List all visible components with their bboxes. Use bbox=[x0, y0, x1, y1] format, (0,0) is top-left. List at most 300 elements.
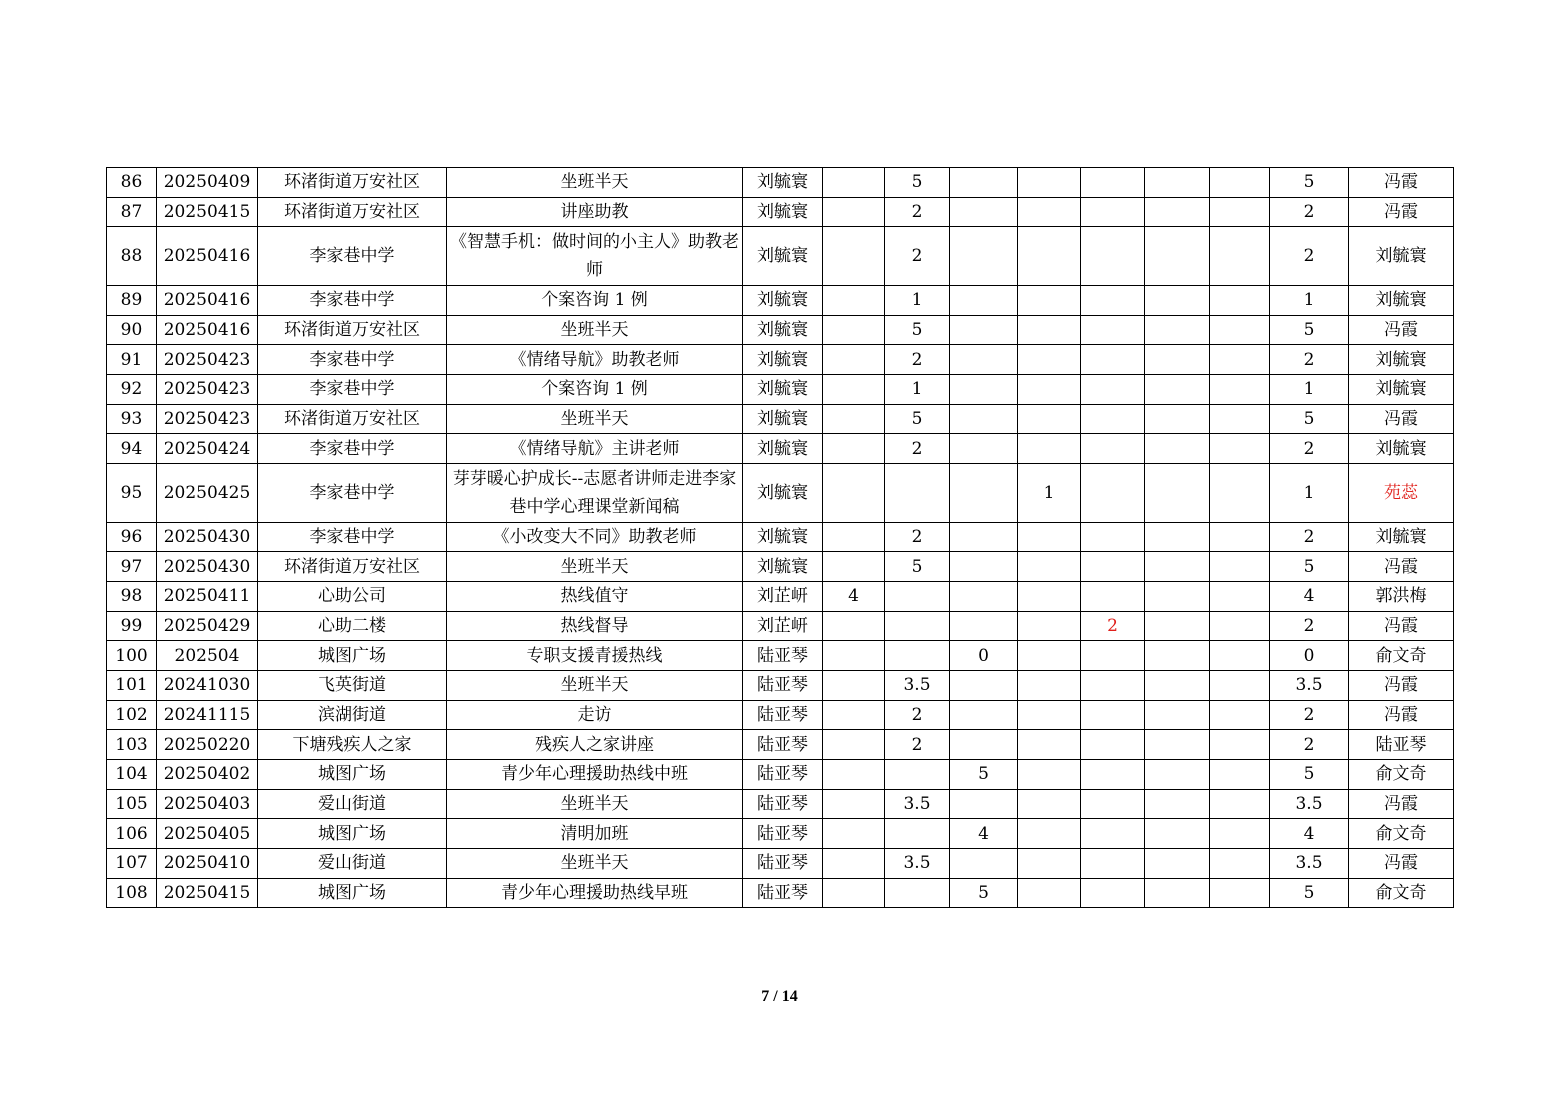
hours-col3-cell: 5 bbox=[950, 760, 1018, 790]
hours-col4-cell bbox=[1018, 227, 1081, 286]
hours-col5-cell bbox=[1081, 700, 1145, 730]
reviewer-cell: 俞文奇 bbox=[1349, 641, 1454, 671]
date-cell: 20250415 bbox=[157, 197, 258, 227]
table-row bbox=[107, 552, 1454, 582]
hours-col7-cell bbox=[1210, 849, 1270, 879]
hours-col1-cell bbox=[823, 878, 885, 908]
date-cell: 20250416 bbox=[157, 227, 258, 286]
hours-col6-cell bbox=[1145, 849, 1210, 879]
hours-col4-cell bbox=[1018, 760, 1081, 790]
hours-col6-cell bbox=[1145, 227, 1210, 286]
hours-col7-cell bbox=[1210, 197, 1270, 227]
activity-cell: 个案咨询 1 例 bbox=[447, 285, 743, 315]
table-row bbox=[107, 168, 1454, 198]
hours-col6-cell bbox=[1145, 315, 1210, 345]
row-number-cell: 94 bbox=[107, 434, 157, 464]
hours-col2-cell bbox=[885, 464, 950, 523]
table-row bbox=[107, 760, 1454, 790]
activity-cell: 热线值守 bbox=[447, 581, 743, 611]
hours-col5-cell bbox=[1081, 670, 1145, 700]
hours-col4-cell bbox=[1018, 285, 1081, 315]
table-row bbox=[107, 522, 1454, 552]
table-row bbox=[107, 730, 1454, 760]
row-number-cell: 93 bbox=[107, 404, 157, 434]
date-cell: 20250416 bbox=[157, 285, 258, 315]
row-number-cell: 106 bbox=[107, 819, 157, 849]
row-number-cell: 101 bbox=[107, 670, 157, 700]
activity-cell: 《情绪导航》助教老师 bbox=[447, 345, 743, 375]
volunteer-cell: 刘毓寰 bbox=[743, 404, 823, 434]
date-cell: 20250430 bbox=[157, 552, 258, 582]
date-cell: 20250423 bbox=[157, 404, 258, 434]
reviewer-cell: 冯霞 bbox=[1349, 700, 1454, 730]
date-cell: 20250416 bbox=[157, 315, 258, 345]
row-number-cell: 87 bbox=[107, 197, 157, 227]
location-cell: 李家巷中学 bbox=[258, 464, 447, 523]
date-cell: 20250415 bbox=[157, 878, 258, 908]
table-row bbox=[107, 819, 1454, 849]
hours-col7-cell bbox=[1210, 434, 1270, 464]
hours-col5-cell bbox=[1081, 789, 1145, 819]
hours-col2-cell: 5 bbox=[885, 404, 950, 434]
hours-col1-cell bbox=[823, 641, 885, 671]
hours-col1-cell bbox=[823, 730, 885, 760]
hours-col6-cell bbox=[1145, 434, 1210, 464]
activity-cell: 清明加班 bbox=[447, 819, 743, 849]
hours-col1-cell bbox=[823, 849, 885, 879]
hours-col6-cell bbox=[1145, 819, 1210, 849]
hours-col3-cell bbox=[950, 285, 1018, 315]
hours-col5-cell bbox=[1081, 581, 1145, 611]
location-cell: 城图广场 bbox=[258, 760, 447, 790]
activity-cell: 青少年心理援助热线早班 bbox=[447, 878, 743, 908]
table-row bbox=[107, 197, 1454, 227]
hours-col1-cell bbox=[823, 227, 885, 286]
hours-col3-cell bbox=[950, 315, 1018, 345]
date-cell: 20250402 bbox=[157, 760, 258, 790]
date-cell: 20250409 bbox=[157, 168, 258, 198]
row-number-cell: 104 bbox=[107, 760, 157, 790]
hours-col5-cell bbox=[1081, 197, 1145, 227]
reviewer-cell: 冯霞 bbox=[1349, 197, 1454, 227]
activity-cell: 坐班半天 bbox=[447, 789, 743, 819]
volunteer-cell: 刘毓寰 bbox=[743, 464, 823, 523]
hours-col1-cell bbox=[823, 168, 885, 198]
location-cell: 爱山街道 bbox=[258, 789, 447, 819]
activity-cell: 专职支援青援热线 bbox=[447, 641, 743, 671]
hours-col1-cell: 4 bbox=[823, 581, 885, 611]
hours-col3-cell bbox=[950, 345, 1018, 375]
row-number-cell: 91 bbox=[107, 345, 157, 375]
location-cell: 心助二楼 bbox=[258, 611, 447, 641]
hours-col7-cell bbox=[1210, 819, 1270, 849]
volunteer-cell: 刘芷岍 bbox=[743, 611, 823, 641]
volunteer-cell: 陆亚琴 bbox=[743, 878, 823, 908]
hours-col2-cell: 1 bbox=[885, 374, 950, 404]
reviewer-cell: 刘毓寰 bbox=[1349, 345, 1454, 375]
records-table bbox=[106, 167, 1454, 908]
hours-col6-cell bbox=[1145, 670, 1210, 700]
hours-col2-cell: 2 bbox=[885, 522, 950, 552]
location-cell: 下塘残疾人之家 bbox=[258, 730, 447, 760]
hours-col6-cell bbox=[1145, 345, 1210, 375]
hours-col4-cell bbox=[1018, 315, 1081, 345]
hours-col7-cell bbox=[1210, 464, 1270, 523]
location-cell: 李家巷中学 bbox=[258, 227, 447, 286]
hours-col6-cell bbox=[1145, 464, 1210, 523]
hours-col4-cell bbox=[1018, 641, 1081, 671]
hours-col1-cell bbox=[823, 760, 885, 790]
volunteer-cell: 刘毓寰 bbox=[743, 197, 823, 227]
volunteer-cell: 陆亚琴 bbox=[743, 641, 823, 671]
hours-col2-cell: 5 bbox=[885, 168, 950, 198]
reviewer-cell: 冯霞 bbox=[1349, 789, 1454, 819]
reviewer-cell: 俞文奇 bbox=[1349, 819, 1454, 849]
volunteer-cell: 刘毓寰 bbox=[743, 168, 823, 198]
reviewer-cell: 刘毓寰 bbox=[1349, 227, 1454, 286]
row-number-cell: 102 bbox=[107, 700, 157, 730]
hours-col6-cell bbox=[1145, 552, 1210, 582]
reviewer-cell: 刘毓寰 bbox=[1349, 374, 1454, 404]
volunteer-cell: 刘毓寰 bbox=[743, 374, 823, 404]
total-hours-cell: 2 bbox=[1270, 197, 1349, 227]
table-row bbox=[107, 878, 1454, 908]
total-hours-cell: 2 bbox=[1270, 730, 1349, 760]
table-row bbox=[107, 581, 1454, 611]
hours-col3-cell bbox=[950, 789, 1018, 819]
volunteer-cell: 陆亚琴 bbox=[743, 819, 823, 849]
hours-col7-cell bbox=[1210, 700, 1270, 730]
total-hours-cell: 3.5 bbox=[1270, 670, 1349, 700]
table-row bbox=[107, 789, 1454, 819]
hours-col3-cell bbox=[950, 849, 1018, 879]
hours-col2-cell bbox=[885, 878, 950, 908]
activity-cell: 讲座助教 bbox=[447, 197, 743, 227]
row-number-cell: 108 bbox=[107, 878, 157, 908]
volunteer-cell: 刘毓寰 bbox=[743, 315, 823, 345]
hours-col4-cell bbox=[1018, 522, 1081, 552]
reviewer-cell: 俞文奇 bbox=[1349, 878, 1454, 908]
total-hours-cell: 4 bbox=[1270, 819, 1349, 849]
location-cell: 环渚街道万安社区 bbox=[258, 315, 447, 345]
hours-col6-cell bbox=[1145, 760, 1210, 790]
hours-col2-cell: 3.5 bbox=[885, 670, 950, 700]
hours-col7-cell bbox=[1210, 641, 1270, 671]
hours-col2-cell: 3.5 bbox=[885, 849, 950, 879]
hours-col1-cell bbox=[823, 522, 885, 552]
date-cell: 20250403 bbox=[157, 789, 258, 819]
hours-col5-cell bbox=[1081, 374, 1145, 404]
location-cell: 环渚街道万安社区 bbox=[258, 552, 447, 582]
total-hours-cell: 5 bbox=[1270, 878, 1349, 908]
location-cell: 环渚街道万安社区 bbox=[258, 197, 447, 227]
reviewer-cell: 陆亚琴 bbox=[1349, 730, 1454, 760]
hours-col3-cell: 0 bbox=[950, 641, 1018, 671]
volunteer-cell: 陆亚琴 bbox=[743, 700, 823, 730]
date-cell: 20250423 bbox=[157, 345, 258, 375]
hours-col7-cell bbox=[1210, 522, 1270, 552]
row-number-cell: 107 bbox=[107, 849, 157, 879]
hours-col4-cell bbox=[1018, 878, 1081, 908]
table-row bbox=[107, 849, 1454, 879]
hours-col3-cell bbox=[950, 730, 1018, 760]
hours-col7-cell bbox=[1210, 670, 1270, 700]
reviewer-cell: 冯霞 bbox=[1349, 552, 1454, 582]
hours-col3-cell bbox=[950, 700, 1018, 730]
activity-cell: 坐班半天 bbox=[447, 670, 743, 700]
hours-col5-cell bbox=[1081, 434, 1145, 464]
hours-col1-cell bbox=[823, 552, 885, 582]
activity-cell: 走访 bbox=[447, 700, 743, 730]
hours-col5-cell bbox=[1081, 819, 1145, 849]
hours-col5-cell bbox=[1081, 552, 1145, 582]
hours-col3-cell bbox=[950, 227, 1018, 286]
hours-col3-cell bbox=[950, 581, 1018, 611]
hours-col5-cell bbox=[1081, 464, 1145, 523]
total-hours-cell: 2 bbox=[1270, 434, 1349, 464]
hours-col7-cell bbox=[1210, 878, 1270, 908]
hours-col5-cell bbox=[1081, 849, 1145, 879]
hours-col5-cell bbox=[1081, 878, 1145, 908]
row-number-cell: 105 bbox=[107, 789, 157, 819]
location-cell: 城图广场 bbox=[258, 878, 447, 908]
total-hours-cell: 5 bbox=[1270, 315, 1349, 345]
hours-col4-cell bbox=[1018, 168, 1081, 198]
hours-col7-cell bbox=[1210, 611, 1270, 641]
hours-col4-cell bbox=[1018, 197, 1081, 227]
hours-col7-cell bbox=[1210, 581, 1270, 611]
hours-col1-cell bbox=[823, 285, 885, 315]
hours-col4-cell bbox=[1018, 700, 1081, 730]
hours-col5-cell bbox=[1081, 227, 1145, 286]
row-number-cell: 89 bbox=[107, 285, 157, 315]
date-cell: 20250410 bbox=[157, 849, 258, 879]
total-hours-cell: 2 bbox=[1270, 227, 1349, 286]
hours-col3-cell bbox=[950, 404, 1018, 434]
activity-cell: 残疾人之家讲座 bbox=[447, 730, 743, 760]
hours-col4-cell bbox=[1018, 849, 1081, 879]
hours-col4-cell bbox=[1018, 434, 1081, 464]
table-row bbox=[107, 345, 1454, 375]
hours-col1-cell bbox=[823, 789, 885, 819]
total-hours-cell: 2 bbox=[1270, 611, 1349, 641]
location-cell: 城图广场 bbox=[258, 641, 447, 671]
hours-col4-cell bbox=[1018, 730, 1081, 760]
reviewer-cell: 刘毓寰 bbox=[1349, 434, 1454, 464]
row-number-cell: 92 bbox=[107, 374, 157, 404]
volunteer-cell: 陆亚琴 bbox=[743, 760, 823, 790]
date-cell: 20250430 bbox=[157, 522, 258, 552]
hours-col5-cell bbox=[1081, 641, 1145, 671]
table-row bbox=[107, 611, 1454, 641]
activity-cell: 个案咨询 1 例 bbox=[447, 374, 743, 404]
hours-col3-cell: 4 bbox=[950, 819, 1018, 849]
hours-col3-cell bbox=[950, 168, 1018, 198]
volunteer-cell: 刘毓寰 bbox=[743, 434, 823, 464]
volunteer-cell: 刘毓寰 bbox=[743, 552, 823, 582]
hours-col4-cell bbox=[1018, 581, 1081, 611]
hours-col3-cell bbox=[950, 464, 1018, 523]
location-cell: 李家巷中学 bbox=[258, 345, 447, 375]
total-hours-cell: 5 bbox=[1270, 404, 1349, 434]
volunteer-cell: 陆亚琴 bbox=[743, 789, 823, 819]
volunteer-cell: 刘毓寰 bbox=[743, 345, 823, 375]
date-cell: 20250423 bbox=[157, 374, 258, 404]
activity-cell: 坐班半天 bbox=[447, 552, 743, 582]
table-row bbox=[107, 434, 1454, 464]
location-cell: 李家巷中学 bbox=[258, 285, 447, 315]
total-hours-cell: 2 bbox=[1270, 345, 1349, 375]
hours-col4-cell bbox=[1018, 670, 1081, 700]
date-cell: 20250424 bbox=[157, 434, 258, 464]
hours-col6-cell bbox=[1145, 789, 1210, 819]
hours-col1-cell bbox=[823, 345, 885, 375]
hours-col2-cell: 3.5 bbox=[885, 789, 950, 819]
total-hours-cell: 5 bbox=[1270, 760, 1349, 790]
hours-col6-cell bbox=[1145, 581, 1210, 611]
table-row bbox=[107, 670, 1454, 700]
date-cell: 20250220 bbox=[157, 730, 258, 760]
reviewer-cell: 郭洪梅 bbox=[1349, 581, 1454, 611]
total-hours-cell: 5 bbox=[1270, 552, 1349, 582]
hours-col1-cell bbox=[823, 434, 885, 464]
volunteer-cell: 刘毓寰 bbox=[743, 227, 823, 286]
hours-col5-cell bbox=[1081, 404, 1145, 434]
reviewer-cell: 冯霞 bbox=[1349, 168, 1454, 198]
volunteer-cell: 刘毓寰 bbox=[743, 285, 823, 315]
volunteer-cell: 陆亚琴 bbox=[743, 670, 823, 700]
row-number-cell: 100 bbox=[107, 641, 157, 671]
total-hours-cell: 3.5 bbox=[1270, 789, 1349, 819]
date-cell: 20241115 bbox=[157, 700, 258, 730]
volunteer-cell: 陆亚琴 bbox=[743, 730, 823, 760]
hours-col5-cell bbox=[1081, 345, 1145, 375]
total-hours-cell: 2 bbox=[1270, 522, 1349, 552]
hours-col2-cell bbox=[885, 611, 950, 641]
hours-col3-cell bbox=[950, 434, 1018, 464]
date-cell: 20250425 bbox=[157, 464, 258, 523]
table-row bbox=[107, 285, 1454, 315]
location-cell: 城图广场 bbox=[258, 819, 447, 849]
hours-col5-cell bbox=[1081, 168, 1145, 198]
volunteer-cell: 刘芷岍 bbox=[743, 581, 823, 611]
hours-col2-cell: 2 bbox=[885, 345, 950, 375]
hours-col3-cell bbox=[950, 197, 1018, 227]
hours-col2-cell: 1 bbox=[885, 285, 950, 315]
volunteer-cell: 陆亚琴 bbox=[743, 849, 823, 879]
row-number-cell: 86 bbox=[107, 168, 157, 198]
reviewer-cell: 冯霞 bbox=[1349, 849, 1454, 879]
activity-cell: 坐班半天 bbox=[447, 404, 743, 434]
hours-col2-cell: 5 bbox=[885, 552, 950, 582]
hours-col2-cell: 2 bbox=[885, 434, 950, 464]
hours-col6-cell bbox=[1145, 700, 1210, 730]
total-hours-cell: 1 bbox=[1270, 464, 1349, 523]
hours-col6-cell bbox=[1145, 611, 1210, 641]
hours-col1-cell bbox=[823, 819, 885, 849]
table-row bbox=[107, 404, 1454, 434]
hours-col4-cell bbox=[1018, 374, 1081, 404]
row-number-cell: 88 bbox=[107, 227, 157, 286]
table-row bbox=[107, 700, 1454, 730]
hours-col2-cell: 2 bbox=[885, 197, 950, 227]
hours-col2-cell bbox=[885, 819, 950, 849]
hours-col7-cell bbox=[1210, 552, 1270, 582]
hours-col6-cell bbox=[1145, 730, 1210, 760]
activity-cell: 坐班半天 bbox=[447, 315, 743, 345]
hours-col1-cell bbox=[823, 670, 885, 700]
location-cell: 环渚街道万安社区 bbox=[258, 404, 447, 434]
hours-col7-cell bbox=[1210, 315, 1270, 345]
activity-cell: 青少年心理援助热线中班 bbox=[447, 760, 743, 790]
activity-cell: 热线督导 bbox=[447, 611, 743, 641]
hours-col7-cell bbox=[1210, 168, 1270, 198]
hours-col3-cell: 5 bbox=[950, 878, 1018, 908]
hours-col2-cell bbox=[885, 641, 950, 671]
row-number-cell: 90 bbox=[107, 315, 157, 345]
hours-col1-cell bbox=[823, 611, 885, 641]
hours-col2-cell bbox=[885, 581, 950, 611]
hours-col6-cell bbox=[1145, 878, 1210, 908]
page-number: 7 / 14 bbox=[761, 988, 798, 1005]
reviewer-cell: 刘毓寰 bbox=[1349, 285, 1454, 315]
hours-col1-cell bbox=[823, 374, 885, 404]
location-cell: 李家巷中学 bbox=[258, 434, 447, 464]
hours-col5-cell bbox=[1081, 522, 1145, 552]
date-cell: 20250429 bbox=[157, 611, 258, 641]
hours-col2-cell: 2 bbox=[885, 227, 950, 286]
hours-col6-cell bbox=[1145, 374, 1210, 404]
hours-col3-cell bbox=[950, 374, 1018, 404]
table-row bbox=[107, 464, 1454, 523]
hours-col7-cell bbox=[1210, 227, 1270, 286]
reviewer-cell: 冯霞 bbox=[1349, 404, 1454, 434]
reviewer-cell: 苑蕊 bbox=[1349, 464, 1454, 523]
hours-col3-cell bbox=[950, 670, 1018, 700]
table-row bbox=[107, 315, 1454, 345]
hours-col7-cell bbox=[1210, 760, 1270, 790]
total-hours-cell: 1 bbox=[1270, 374, 1349, 404]
row-number-cell: 99 bbox=[107, 611, 157, 641]
row-number-cell: 95 bbox=[107, 464, 157, 523]
hours-col3-cell bbox=[950, 522, 1018, 552]
location-cell: 心助公司 bbox=[258, 581, 447, 611]
hours-col4-cell bbox=[1018, 345, 1081, 375]
hours-col5-cell: 2 bbox=[1081, 611, 1145, 641]
table-row bbox=[107, 641, 1454, 671]
table-row bbox=[107, 227, 1454, 286]
hours-col6-cell bbox=[1145, 197, 1210, 227]
activity-cell: 坐班半天 bbox=[447, 168, 743, 198]
hours-col4-cell bbox=[1018, 611, 1081, 641]
hours-col7-cell bbox=[1210, 730, 1270, 760]
total-hours-cell: 5 bbox=[1270, 168, 1349, 198]
hours-col6-cell bbox=[1145, 641, 1210, 671]
hours-col3-cell bbox=[950, 552, 1018, 582]
total-hours-cell: 0 bbox=[1270, 641, 1349, 671]
reviewer-cell: 冯霞 bbox=[1349, 611, 1454, 641]
hours-col5-cell bbox=[1081, 760, 1145, 790]
hours-col4-cell bbox=[1018, 789, 1081, 819]
hours-col2-cell: 2 bbox=[885, 730, 950, 760]
hours-col6-cell bbox=[1145, 168, 1210, 198]
row-number-cell: 96 bbox=[107, 522, 157, 552]
location-cell: 飞英街道 bbox=[258, 670, 447, 700]
hours-col6-cell bbox=[1145, 285, 1210, 315]
reviewer-cell: 冯霞 bbox=[1349, 670, 1454, 700]
row-number-cell: 97 bbox=[107, 552, 157, 582]
hours-col1-cell bbox=[823, 404, 885, 434]
